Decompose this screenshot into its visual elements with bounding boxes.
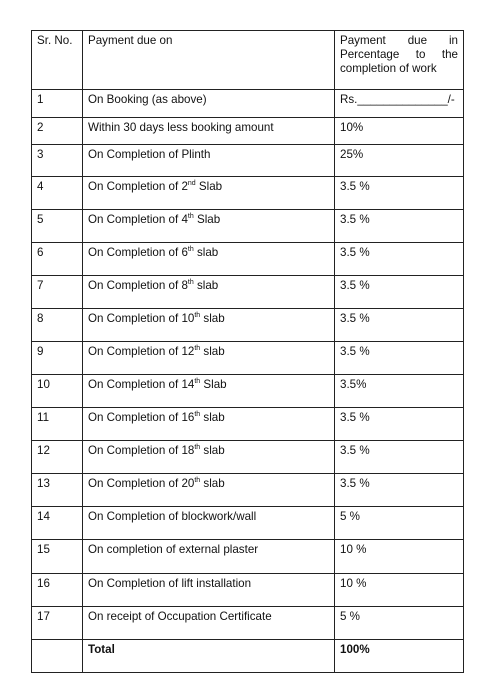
payment-due-on-cell [83,441,335,474]
milestone-text: On Completion of 20 [88,477,195,490]
percentage-cell: 3.5 % [335,243,464,276]
header-payment-due-on: Payment due on [83,31,335,90]
sr-no-cell: 4 [32,177,83,210]
payment-due-on-cell [83,90,335,118]
table-row [32,276,464,309]
percentage-cell: 10% [335,118,464,145]
payment-due-on-cell [83,276,335,309]
milestone-text-suffix: slab [193,279,219,292]
ordinal-suffix: nd [187,180,196,188]
milestone-text: On Completion of blockwork/wall [88,510,257,523]
milestone-text: On completion of external plaster [88,543,259,556]
payment-due-on-cell [83,210,335,243]
header-percentage-line-2: Percentage to the [340,48,458,61]
table-row [32,243,464,276]
percentage-cell: 3.5 % [335,276,464,309]
milestone-text: On Completion of lift installation [88,577,252,590]
milestone-text-suffix: Slab [193,213,221,226]
sr-no-cell: 5 [32,210,83,243]
table-row [32,507,464,540]
milestone-text: On Completion of 18 [88,444,195,457]
payment-due-on-cell [83,118,335,145]
header-percentage-line-3: completion of work [340,62,437,75]
payment-due-on-cell [83,145,335,177]
sr-no-cell: 11 [32,408,83,441]
table-row [32,342,464,375]
sr-no-cell: 9 [32,342,83,375]
header-percentage-line-1: Payment due in [340,34,458,47]
sr-no-cell: 6 [32,243,83,276]
milestone-text-suffix: Slab [200,378,227,391]
sr-no-cell: 10 [32,375,83,408]
payment-due-on-cell [83,507,335,540]
percentage-cell: 10 % [335,574,464,607]
sr-no-cell: 3 [32,145,83,177]
milestone-text: On Completion of 10 [88,312,195,325]
percentage-cell: 3.5 % [335,408,464,441]
ordinal-suffix: th [194,312,201,320]
sr-no-cell: 2 [32,118,83,145]
table-row [32,177,464,210]
milestone-text-suffix: slab [200,477,225,490]
total-label: Total [83,640,335,673]
table-row [32,540,464,574]
sr-no-cell: 8 [32,309,83,342]
table-row [32,375,464,408]
payment-due-on-cell [83,474,335,507]
percentage-cell: 5 % [335,507,464,540]
table-row [32,309,464,342]
sr-no-cell: 12 [32,441,83,474]
payment-due-on-cell [83,408,335,441]
milestone-text: On Completion of 8 [88,279,188,292]
percentage-cell: 3.5 % [335,441,464,474]
header-sr-no: Sr. No. [32,31,83,90]
milestone-text: On Completion of 12 [88,345,195,358]
percentage-cell: 3.5 % [335,177,464,210]
ordinal-suffix: th [194,444,201,452]
table-row [32,90,464,118]
milestone-text: On Completion of 6 [88,246,188,259]
percentage-cell: 3.5 % [335,309,464,342]
milestone-text: On Completion of 2 [88,180,188,193]
milestone-text-suffix: slab [200,345,225,358]
table-row [32,210,464,243]
payment-schedule-table [31,30,464,673]
ordinal-suffix: th [194,477,201,485]
sr-no-cell: 15 [32,540,83,574]
header-row [32,31,464,90]
percentage-cell: 3.5% [335,375,464,408]
ordinal-suffix: th [187,279,194,287]
sr-no-cell: 1 [32,90,83,118]
payment-due-on-cell [83,342,335,375]
payment-due-on-cell [83,574,335,607]
sr-no-cell: 14 [32,507,83,540]
milestone-text-suffix: slab [200,444,225,457]
payment-due-on-cell [83,309,335,342]
ordinal-suffix: th [187,213,194,221]
percentage-cell: 5 % [335,607,464,640]
table-row [32,145,464,177]
total-sr-cell [32,640,83,673]
ordinal-suffix: th [194,345,201,353]
milestone-text: On Completion of 16 [88,411,195,424]
header-percentage [335,31,464,90]
table-row [32,441,464,474]
ordinal-suffix: th [194,411,201,419]
table-body [32,31,464,673]
payment-due-on-cell [83,540,335,574]
sr-no-cell: 13 [32,474,83,507]
payment-due-on-cell [83,243,335,276]
payment-due-on-cell [83,607,335,640]
percentage-cell: 10 % [335,540,464,574]
total-row [32,640,464,673]
percentage-cell: Rs.______________/- [335,90,464,118]
sr-no-cell: 7 [32,276,83,309]
percentage-cell: 3.5 % [335,474,464,507]
percentage-cell: 3.5 % [335,210,464,243]
milestone-text-suffix: slab [200,411,225,424]
payment-due-on-cell [83,177,335,210]
ordinal-suffix: th [194,378,201,386]
total-percentage: 100% [335,640,464,673]
percentage-cell: 3.5 % [335,342,464,375]
percentage-cell: 25% [335,145,464,177]
milestone-text: On Completion of 14 [88,378,195,391]
sr-no-cell: 16 [32,574,83,607]
milestone-text-suffix: slab [200,312,225,325]
milestone-text: On receipt of Occupation Certificate [88,610,272,623]
milestone-text: On Completion of 4 [88,213,188,226]
table-row [32,607,464,640]
milestone-text: On Booking (as above) [88,93,207,106]
table-row [32,574,464,607]
milestone-text-suffix: slab [193,246,219,259]
table-row [32,118,464,145]
table-row [32,474,464,507]
table-row [32,408,464,441]
payment-due-on-cell [83,375,335,408]
ordinal-suffix: th [187,246,194,254]
milestone-text-suffix: Slab [195,180,223,193]
sr-no-cell: 17 [32,607,83,640]
milestone-text: Within 30 days less booking amount [88,121,274,134]
milestone-text: On Completion of Plinth [88,148,211,161]
